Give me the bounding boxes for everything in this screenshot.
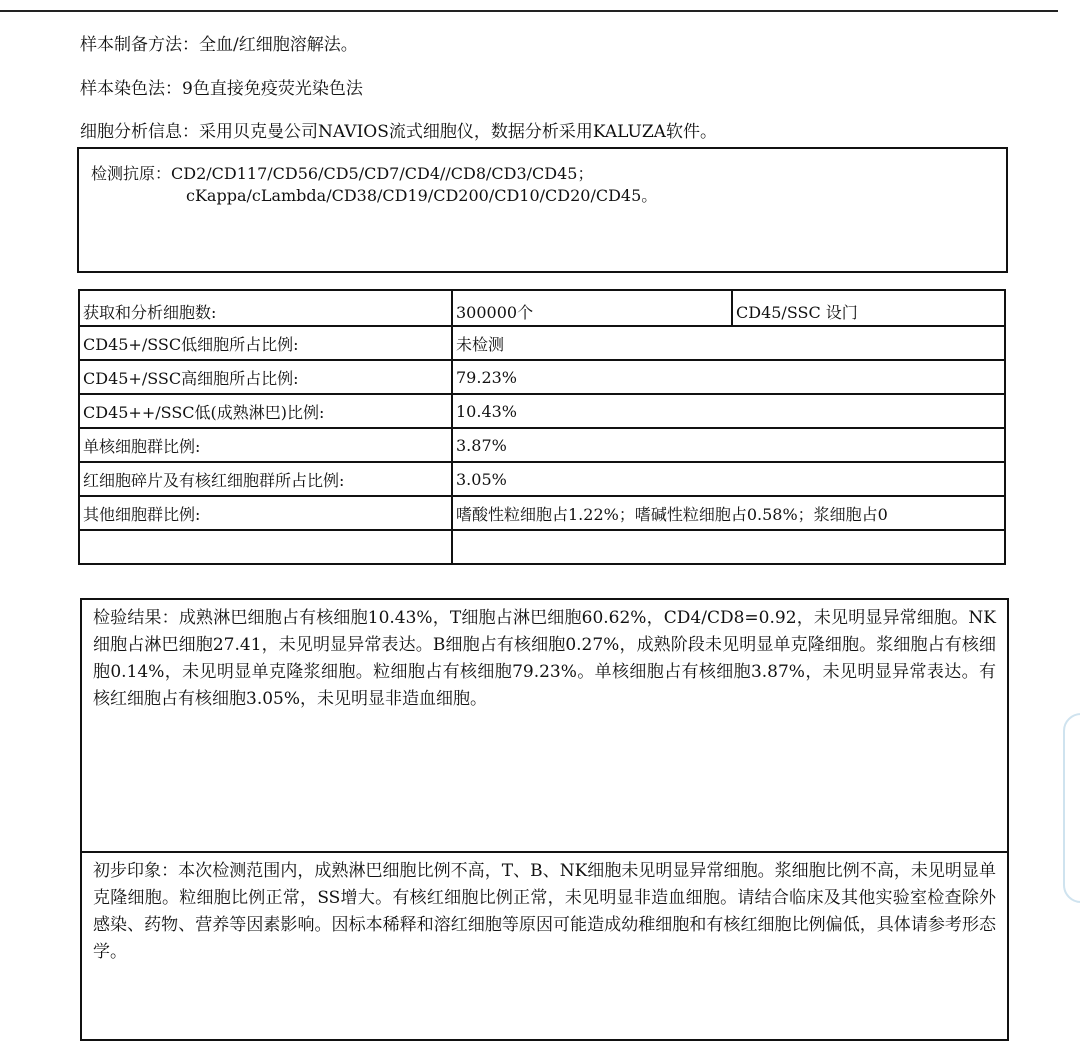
table-row (79, 530, 1005, 564)
table-row (79, 290, 1005, 326)
row-label: 单核细胞群比例: (79, 428, 452, 462)
table-row (79, 462, 1005, 496)
row-value: 79.23% (452, 360, 1005, 394)
antigen-line-2: cKappa/cLambda/CD38/CD19/CD200/CD10/CD20/CD45。 (186, 186, 658, 205)
row-value: 嗜酸性粒细胞占1.22%；嗜碱性粒细胞占0.58%；浆细胞占0 (452, 496, 1005, 530)
prep-method-line: 样本制备方法：全血/红细胞溶解法。 (80, 35, 358, 55)
table-row (79, 496, 1005, 530)
gating-label: CD45/SSC 设门 (732, 290, 1005, 326)
table-row (79, 428, 1005, 462)
antigen-box (77, 147, 1008, 273)
row-label: CD45+/SSC低细胞所占比例: (79, 326, 452, 360)
row-value (452, 530, 1005, 564)
row-value: 3.87% (452, 428, 1005, 462)
row-value: 未检测 (452, 326, 1005, 360)
row-label: 其他细胞群比例: (79, 496, 452, 530)
table-row (79, 360, 1005, 394)
analysis-info-line: 细胞分析信息：采用贝克曼公司NAVIOS流式细胞仪，数据分析采用KALUZA软件。 (80, 122, 717, 142)
result-text: 检验结果：成熟淋巴细胞占有核细胞10.43%，T细胞占淋巴细胞60.62%，CD4/CD8=0.92，未见明显异常细胞。NK细胞占淋巴细胞27.41，未见明显异常表达。B细胞占有核细胞0.27%，成熟阶段未见明显单克隆细胞。浆细胞占有核细胞0.14%，未见明显单克隆浆细胞。粒细胞占有核细胞79.23%。单核细胞占有核细胞3.87%，未见明显异常表达。有核红细胞占有核细胞3.05%，未见明显非造血细胞。 (93, 608, 996, 709)
table-row (79, 394, 1005, 428)
cell-stats-table (78, 289, 1006, 565)
impression-text: 初步印象：本次检测范围内，成熟淋巴细胞比例不高，T、B、NK细胞未见明显异常细胞。浆细胞比例不高，未见明显单克隆细胞。粒细胞比例正常，SS增大。有核红细胞比例正常，未见明显非造血细胞。请结合临床及其他实验室检查除外感染、药物、营养等因素影响。因标本稀释和溶红细胞等原因可能造成幼稚细胞和有核红细胞比例偏低，具体请参考形态学。 (93, 861, 996, 962)
stain-method-line: 样本染色法：9色直接免疫荧光染色法 (80, 79, 363, 99)
antigen-line-1: 检测抗原：CD2/CD117/CD56/CD5/CD7/CD4//CD8/CD3/CD45； (91, 164, 594, 183)
table-row (79, 326, 1005, 360)
row-label: CD45++/SSC低(成熟淋巴)比例: (79, 394, 452, 428)
header-rule (0, 10, 1058, 12)
row-label: 红细胞碎片及有核红细胞群所占比例: (79, 462, 452, 496)
row-label (79, 530, 452, 564)
side-panel-tab[interactable] (1063, 713, 1080, 903)
row-value: 3.05% (452, 462, 1005, 496)
row-value: 10.43% (452, 394, 1005, 428)
cell-count-label: 获取和分析细胞数: (79, 290, 452, 326)
impression-box (80, 851, 1009, 1041)
cell-count-value: 300000个 (452, 290, 732, 326)
result-box (80, 598, 1009, 853)
row-label: CD45+/SSC高细胞所占比例: (79, 360, 452, 394)
